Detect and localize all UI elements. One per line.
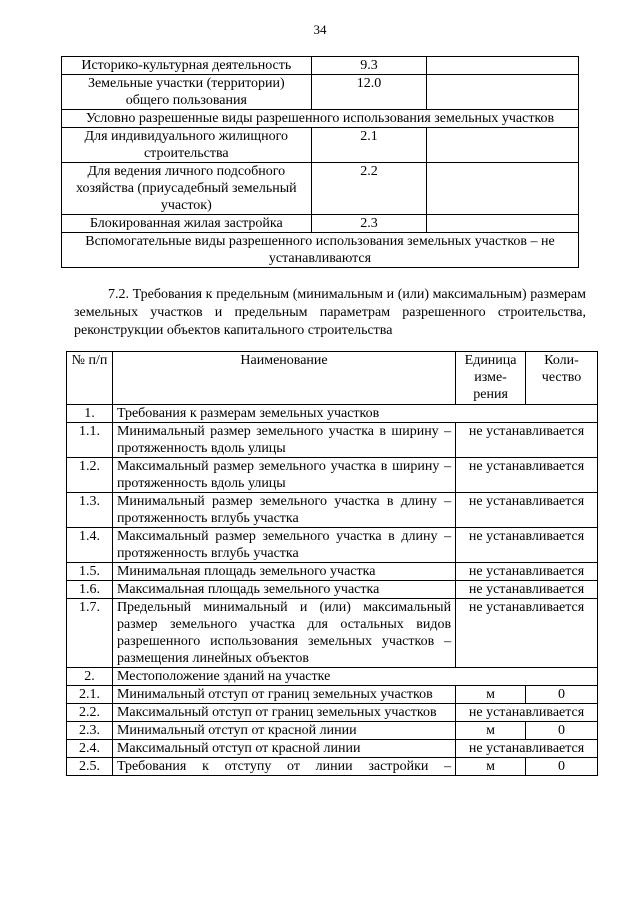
land-use-name: Для ведения личного подсобного хозяйства (приусадебный земельный участок) (62, 163, 312, 215)
requirement-value: не устанавливается (456, 599, 598, 668)
section-title: Требования к размерам земельных участков (112, 405, 597, 423)
conditional-uses-header-row (62, 110, 579, 128)
requirement-name: Максимальный размер земельного участка в ширину – протяженность вдоль улицы (112, 458, 455, 493)
table-row (67, 581, 598, 599)
requirements-header-row (67, 352, 598, 405)
requirement-name: Минимальная площадь земельного участка (112, 563, 455, 581)
requirement-name: Минимальный размер земельного участка в длину – протяженность вглубь участка (112, 493, 455, 528)
requirement-qty: 0 (526, 758, 598, 776)
land-use-row (62, 75, 579, 110)
table-row (67, 758, 598, 776)
row-number: 1.1. (67, 423, 113, 458)
row-number: 2.1. (67, 686, 113, 704)
row-number: 2.5. (67, 758, 113, 776)
table-row (67, 423, 598, 458)
requirement-value: не устанавливается (456, 528, 598, 563)
requirement-name: Минимальный отступ от границ земельных участков (112, 686, 455, 704)
requirement-name: Максимальная площадь земельного участка (112, 581, 455, 599)
requirement-value: не устанавливается (456, 423, 598, 458)
land-use-row (62, 128, 579, 163)
section-row (67, 668, 598, 686)
table-row (67, 493, 598, 528)
land-use-name: Историко-культурная деятельность (62, 57, 312, 75)
header-unit: Единица изме-рения (456, 352, 526, 405)
table-row (67, 599, 598, 668)
table-row (67, 740, 598, 758)
land-use-name: Земельные участки (территории) общего пользования (62, 75, 312, 110)
requirement-name: Максимальный отступ от границ земельных участков (112, 704, 455, 722)
land-use-empty-cell (427, 128, 579, 163)
row-number: 1.7. (67, 599, 113, 668)
header-name: Наименование (112, 352, 455, 405)
table-row (67, 686, 598, 704)
row-number: 1.3. (67, 493, 113, 528)
requirement-value: не устанавливается (456, 493, 598, 528)
header-num: № п/п (67, 352, 113, 405)
land-use-empty-cell (427, 75, 579, 110)
requirement-value: не устанавливается (456, 458, 598, 493)
land-use-empty-cell (427, 215, 579, 233)
auxiliary-uses-note-row (62, 233, 579, 268)
requirements-table (66, 351, 598, 776)
requirement-name: Максимальный отступ от красной линии (112, 740, 455, 758)
requirement-name: Предельный минимальный и (или) максимальный размер земельного участка для остальных видов разрешенного использования земельных участков – размещения линейных объектов (112, 599, 455, 668)
land-use-row (62, 163, 579, 215)
page-number: 34 (313, 22, 327, 37)
row-number: 1.5. (67, 563, 113, 581)
requirement-value: не устанавливается (456, 563, 598, 581)
land-use-types-table (61, 56, 579, 268)
table-row (67, 458, 598, 493)
header-qty: Коли-чество (526, 352, 598, 405)
row-number: 2.4. (67, 740, 113, 758)
table-row (67, 722, 598, 740)
requirement-unit: м (456, 686, 526, 704)
requirement-name: Минимальный отступ от красной линии (112, 722, 455, 740)
row-number: 1.4. (67, 528, 113, 563)
land-use-name: Блокированная жилая застройка (62, 215, 312, 233)
section-7-2-paragraph: 7.2. Требования к предельным (минимальным и (или) максимальным) размерам земельных участков и предельным параметрам разрешенного строительства, реконструкции объектов капитального строительства (74, 287, 586, 338)
row-number: 2.2. (67, 704, 113, 722)
land-use-code: 2.1 (311, 128, 427, 163)
requirement-qty: 0 (526, 686, 598, 704)
table-row (67, 528, 598, 563)
requirement-value: не устанавливается (456, 581, 598, 599)
land-use-row (62, 57, 579, 75)
requirement-name: Максимальный размер земельного участка в длину – протяженность вглубь участка (112, 528, 455, 563)
land-use-empty-cell (427, 57, 579, 75)
land-use-code: 12.0 (311, 75, 427, 110)
requirement-unit: м (456, 758, 526, 776)
land-use-code: 9.3 (311, 57, 427, 75)
row-number: 1. (67, 405, 113, 423)
land-use-name: Для индивидуального жилищного строительства (62, 128, 312, 163)
conditional-uses-header: Условно разрешенные виды разрешенного использования земельных участков (62, 110, 579, 128)
auxiliary-uses-note: Вспомогательные виды разрешенного использования земельных участков – не устанавливаются (62, 233, 579, 268)
requirement-qty: 0 (526, 722, 598, 740)
section-row (67, 405, 598, 423)
section-title: Местоположение зданий на участке (112, 668, 597, 686)
land-use-row (62, 215, 579, 233)
requirement-name: Минимальный размер земельного участка в ширину – протяженность вдоль улицы (112, 423, 455, 458)
table-row (67, 563, 598, 581)
row-number: 2.3. (67, 722, 113, 740)
land-use-code: 2.3 (311, 215, 427, 233)
row-number: 1.2. (67, 458, 113, 493)
row-number: 1.6. (67, 581, 113, 599)
requirement-name: Требования к отступу от линии застройки – (112, 758, 455, 776)
land-use-empty-cell (427, 163, 579, 215)
land-use-code: 2.2 (311, 163, 427, 215)
requirement-value: не устанавливается (456, 740, 598, 758)
row-number: 2. (67, 668, 113, 686)
requirement-unit: м (456, 722, 526, 740)
requirement-value: не устанавливается (456, 704, 598, 722)
table-row (67, 704, 598, 722)
